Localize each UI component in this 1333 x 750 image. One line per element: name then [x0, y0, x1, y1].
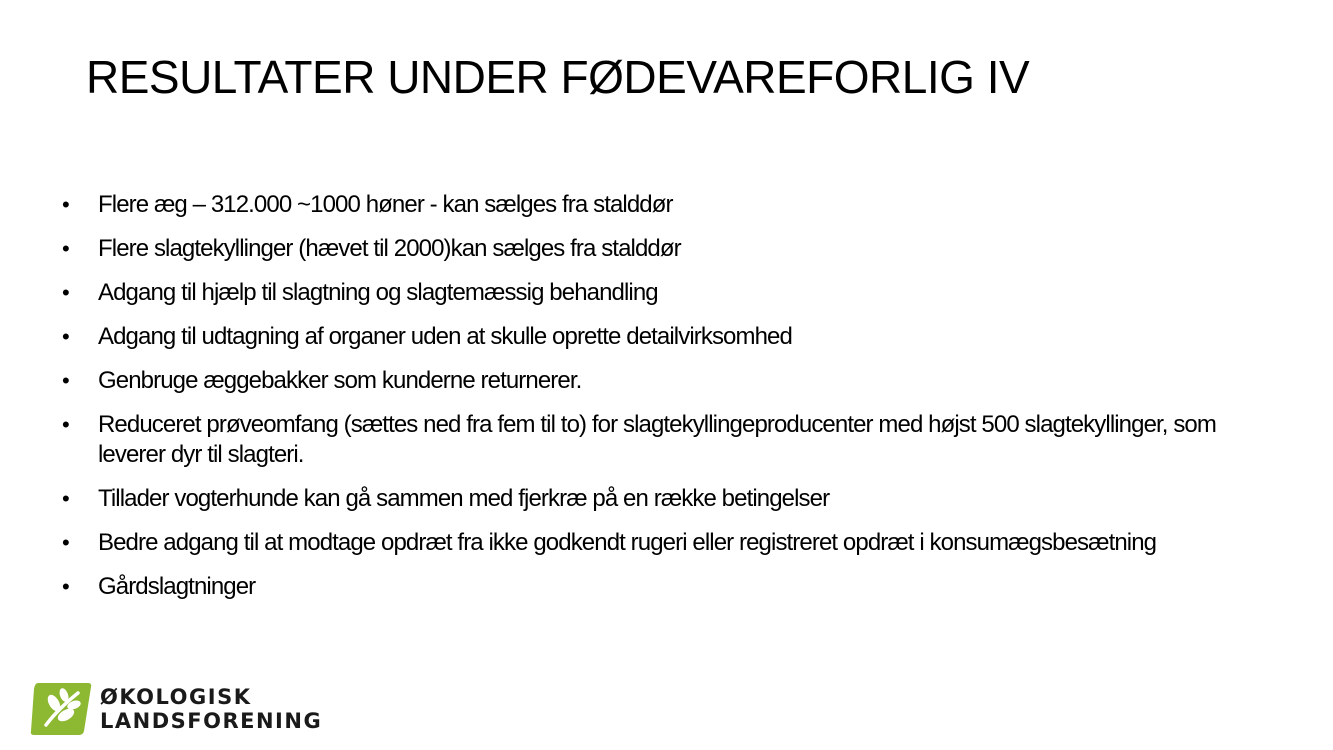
- bullet-dot-icon: •: [62, 530, 69, 555]
- bullet-dot-icon: •: [62, 368, 69, 393]
- bullet-list: [62, 190, 1272, 616]
- bullet-text: Genbruge æggebakker som kunderne returnerer.: [98, 367, 582, 394]
- bullet-dot-icon: •: [62, 236, 69, 261]
- bullet-dot-icon: •: [62, 412, 69, 437]
- list-item: [62, 528, 1272, 558]
- logo-wordmark: [100, 685, 322, 733]
- bullet-dot-icon: •: [62, 192, 69, 217]
- bullet-text: Reduceret prøveomfang (sættes ned fra fem til to) for slagtekyllingeproducenter med højst 500 slagtekyllinger, som leverer dyr til slagteri.: [98, 411, 1216, 468]
- leaf-logo-icon: [28, 679, 94, 739]
- list-item: [62, 322, 1272, 352]
- list-item: [62, 190, 1272, 220]
- bullet-text: Bedre adgang til at modtage opdræt fra ikke godkendt rugeri eller registreret opdræt i konsumægsbesætning: [98, 529, 1157, 556]
- bullet-dot-icon: •: [62, 280, 69, 305]
- list-item: [62, 410, 1272, 470]
- list-item: [62, 484, 1272, 514]
- logo-line-1: ØKOLOGISK: [100, 685, 252, 709]
- bullet-dot-icon: •: [62, 486, 69, 511]
- bullet-dot-icon: •: [62, 324, 69, 349]
- bullet-text: Adgang til udtagning af organer uden at skulle oprette detailvirksomhed: [98, 323, 792, 350]
- bullet-text: Flere æg – 312.000 ~1000 høner - kan sælges fra stalddør: [98, 191, 673, 218]
- list-item: [62, 234, 1272, 264]
- logo-line-2: LANDSFORENING: [100, 709, 323, 733]
- bullet-text: Flere slagtekyllinger (hævet til 2000)kan sælges fra stalddør: [98, 235, 681, 262]
- list-item: [62, 366, 1272, 396]
- list-item: [62, 278, 1272, 308]
- slide-title: RESULTATER UNDER FØDEVAREFORLIG IV: [86, 51, 1030, 103]
- list-item: [62, 572, 1272, 602]
- bullet-text: Tillader vogterhunde kan gå sammen med fjerkræ på en række betingelser: [98, 485, 830, 512]
- organization-logo: [28, 678, 338, 740]
- bullet-text: Gårdslagtninger: [98, 573, 256, 600]
- bullet-dot-icon: •: [62, 574, 69, 599]
- bullet-text: Adgang til hjælp til slagtning og slagtemæssig behandling: [98, 279, 658, 306]
